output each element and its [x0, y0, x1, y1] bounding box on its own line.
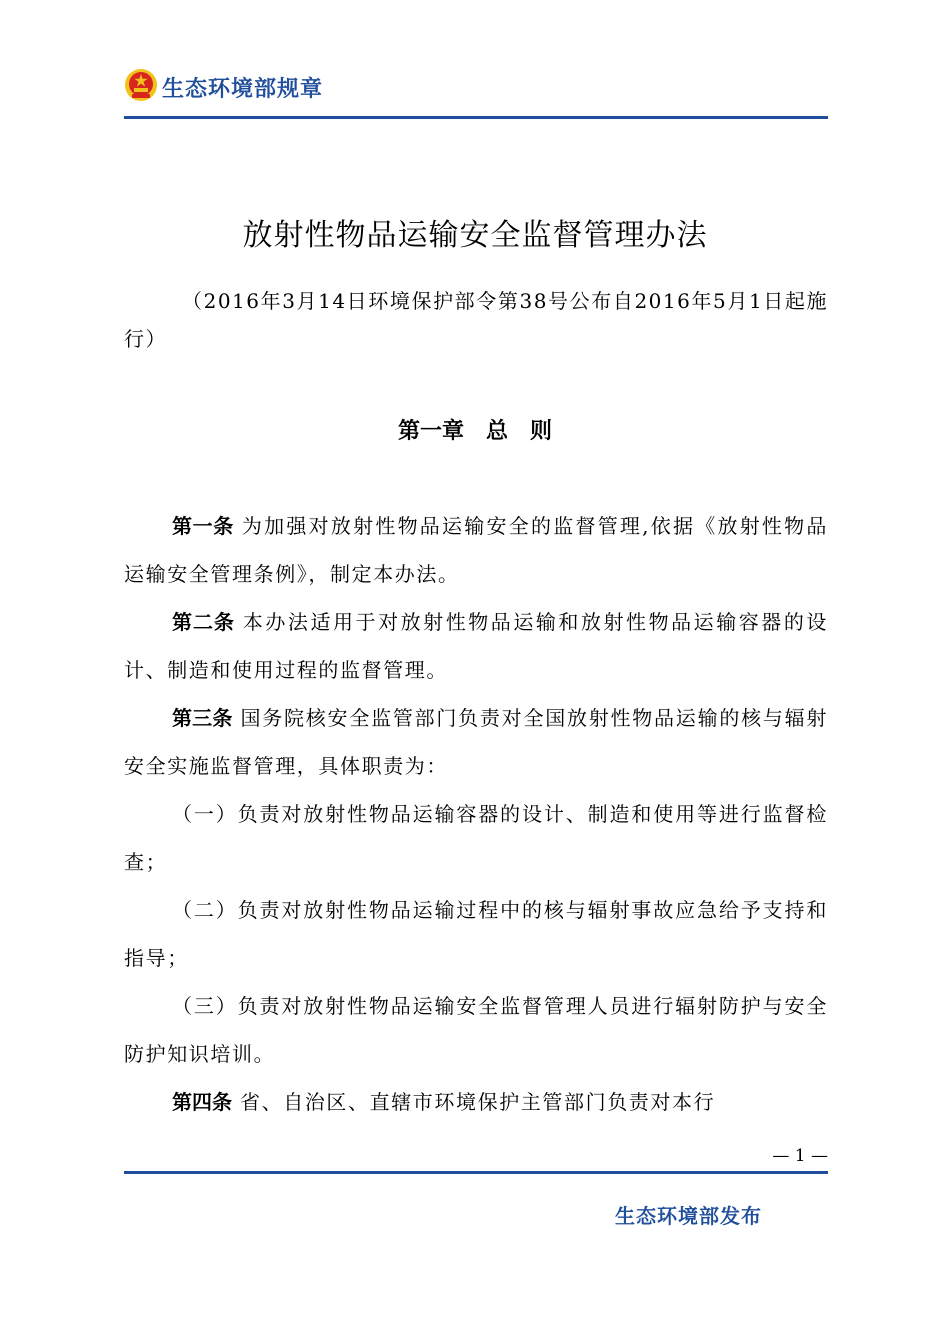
header-title: 生态环境部规章: [162, 77, 324, 102]
list-item-text: （一）负责对放射性物品运输容器的设计、制造和使用等进行监督检查；: [124, 802, 828, 874]
list-item: [124, 982, 828, 1078]
article-paragraph: [124, 694, 828, 790]
article-text: 国务院核安全监管部门负责对全国放射性物品运输的核与辐射安全实施监督管理，具体职责为：: [124, 706, 828, 778]
national-emblem-icon: [124, 68, 158, 102]
article-number: 第三条: [172, 706, 233, 730]
article-number: 第一条: [172, 514, 234, 538]
footer-divider: [124, 1171, 828, 1174]
list-item-text: （二）负责对放射性物品运输过程中的核与辐射事故应急给予支持和指导；: [124, 898, 828, 970]
article-text: 为加强对放射性物品运输安全的监督管理,依据《放射性物品运输安全管理条例》，制定本办法。: [124, 514, 829, 586]
article-text: 省、自治区、直辖市环境保护主管部门负责对本行: [240, 1090, 716, 1114]
chapter-heading: 第一章 总 则: [397, 419, 552, 444]
document-body: [124, 502, 828, 1126]
document-title: 放射性物品运输安全监督管理办法: [242, 218, 708, 253]
header-divider: [124, 116, 828, 119]
list-item-text: （三）负责对放射性物品运输安全监督管理人员进行辐射防护与安全防护知识培训。: [124, 994, 828, 1066]
article-number: 第二条: [172, 610, 235, 634]
article-text: 本办法适用于对放射性物品运输和放射性物品运输容器的设计、制造和使用过程的监督管理。: [124, 610, 828, 682]
page-header: [124, 66, 828, 120]
article-number: 第四条: [172, 1090, 232, 1114]
article-paragraph: [124, 598, 828, 694]
page-number: — 1 —: [772, 1146, 828, 1166]
document-subtitle: （2016年3月14日环境保护部令第38号公布自2016年5月1日起施行）: [124, 289, 828, 351]
footer-publisher: 生态环境部发布: [615, 1204, 762, 1228]
article-paragraph: [124, 1078, 828, 1126]
list-item: [124, 790, 828, 886]
list-item: [124, 886, 828, 982]
article-paragraph: [124, 502, 828, 598]
